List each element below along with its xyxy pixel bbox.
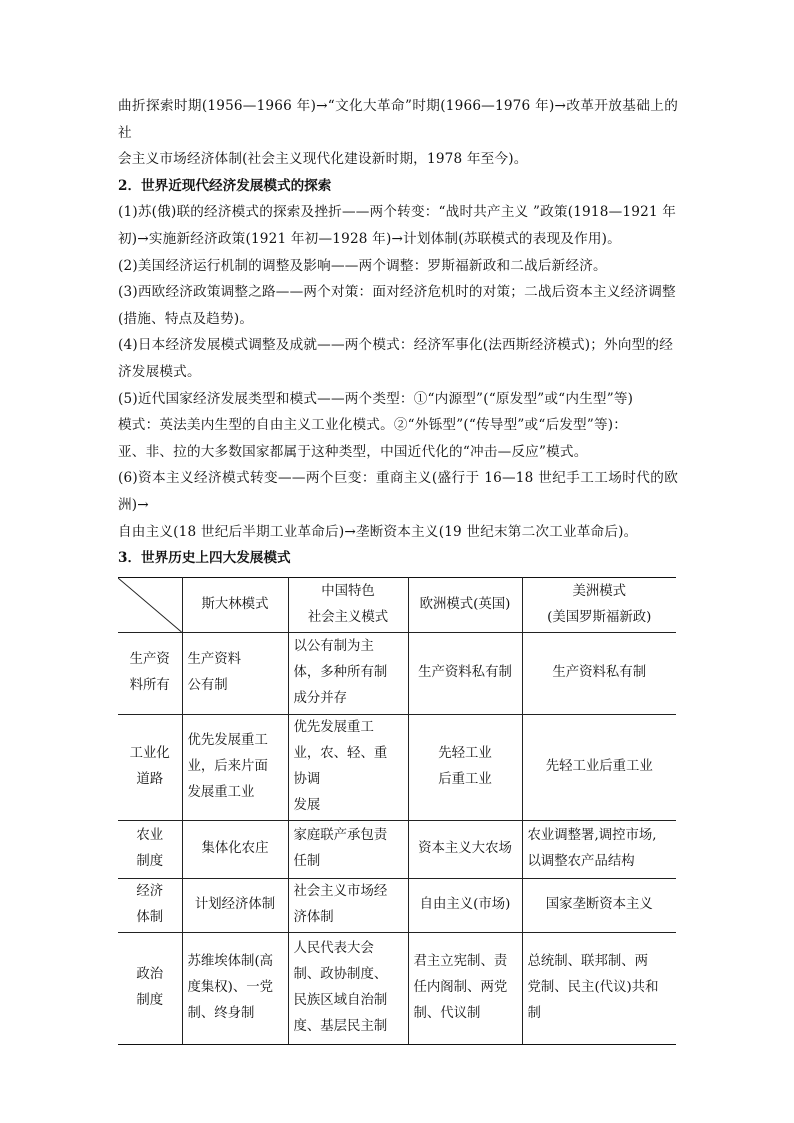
cell-stalin-agriculture: 集体化农庄 bbox=[182, 820, 288, 878]
table-header-row bbox=[118, 577, 676, 632]
s2-p2-line-1: (2)美国经济运行机制的调整及影响——两个调整：罗斯福新政和二战后新经济。 bbox=[118, 257, 607, 274]
cell-china-economy: 社会主义市场经 济体制 bbox=[288, 878, 408, 932]
development-models-table bbox=[118, 577, 676, 1045]
row-label-agriculture: 农业 制度 bbox=[118, 820, 182, 878]
s2-p6-line-1: (6)资本主义经济模式转变——两个巨变：重商主义(盛行于 16—18 世纪手工工场时代的欧洲)→ bbox=[118, 470, 678, 513]
section-3-heading: 3．世界历史上四大发展模式 bbox=[118, 550, 291, 567]
s2-p3-line-2: (措施、特点及趋势)。 bbox=[118, 310, 254, 327]
cell-europe-economy: 自由主义(市场) bbox=[408, 878, 522, 932]
header-china: 中国特色 社会主义模式 bbox=[288, 577, 408, 632]
s2-p1-line-2: 初)→实施新经济政策(1921 年初—1928 年)→计划体制(苏联模式的表现及作用)。 bbox=[118, 230, 621, 247]
s2-p1-line-1: (1)苏(俄)联的经济模式的探索及挫折——两个转变：“战时共产主义 ”政策(1918—1921 年 bbox=[118, 204, 677, 221]
cell-china-politics: 人民代表大会 制、政协制度、 民族区域自治制 度、基层民主制 bbox=[288, 932, 408, 1044]
s2-p4-line-2: 济发展模式。 bbox=[118, 363, 201, 380]
s2-p3-line-1: (3)西欧经济政策调整之路——两个对策：面对经济危机时的对策；二战后资本主义经济调整 bbox=[118, 284, 676, 301]
header-stalin: 斯大林模式 bbox=[182, 577, 288, 632]
diagonal-corner-cell bbox=[118, 577, 182, 632]
s2-p4-line-1: (4)日本经济发展模式调整及成就——两个模式：经济军事化(法西斯经济模式)；外向型的经 bbox=[118, 337, 674, 354]
cell-america-ownership: 生产资料私有制 bbox=[522, 632, 676, 714]
cell-america-agriculture: 农业调整署,调控市场, 以调整农产品结构 bbox=[522, 820, 676, 878]
cell-america-politics: 总统制、联邦制、两 党制、民主(代议)共和 制 bbox=[522, 932, 676, 1044]
cell-europe-politics: 君主立宪制、责 任内阁制、两党 制、代议制 bbox=[408, 932, 522, 1044]
cell-stalin-industrial: 优先发展重工 业，后来片面 发展重工业 bbox=[182, 714, 288, 820]
table-row bbox=[118, 820, 676, 878]
s2-p5-line-3: 亚、非、拉的大多数国家都属于这种类型，中国近代化的“冲击—反应”模式。 bbox=[118, 443, 588, 460]
cell-europe-industrial: 先轻工业 后重工业 bbox=[408, 714, 522, 820]
header-europe: 欧洲模式(英国) bbox=[408, 577, 522, 632]
row-label-ownership: 生产资 料所有 bbox=[118, 632, 182, 714]
row-label-industrial: 工业化 道路 bbox=[118, 714, 182, 820]
cell-china-ownership: 以公有制为主 体，多种所有制 成分并存 bbox=[288, 632, 408, 714]
intro-line-1: 曲折探索时期(1956—1966 年)→“文化大革命”时期(1966—1976 年)→改革开放基础上的社 bbox=[118, 98, 678, 141]
table-row bbox=[118, 714, 676, 820]
cell-stalin-politics: 苏维埃体制(高 度集权)、一党 制、终身制 bbox=[182, 932, 288, 1044]
intro-line-2: 会主义市场经济体制(社会主义现代化建设新时期，1978 年至今)。 bbox=[118, 151, 528, 168]
row-label-economy: 经济 体制 bbox=[118, 878, 182, 932]
header-america: 美洲模式 (美国罗斯福新政) bbox=[522, 577, 676, 632]
table-row bbox=[118, 932, 676, 1044]
table-row bbox=[118, 632, 676, 714]
cell-europe-agriculture: 资本主义大农场 bbox=[408, 820, 522, 878]
cell-stalin-ownership: 生产资料 公有制 bbox=[182, 632, 288, 714]
section-2-heading: 2．世界近现代经济发展模式的探索 bbox=[118, 177, 332, 194]
s2-p5-line-2: 模式：英法美内生型的自由主义工业化模式。②“外铄型”(“传导型”或“后发型”等)： bbox=[118, 417, 628, 434]
diagonal-line bbox=[118, 578, 182, 632]
cell-europe-ownership: 生产资料私有制 bbox=[408, 632, 522, 714]
cell-stalin-economy: 计划经济体制 bbox=[182, 878, 288, 932]
document-page bbox=[118, 93, 678, 1045]
row-label-politics: 政治 制度 bbox=[118, 932, 182, 1044]
cell-america-economy: 国家垄断资本主义 bbox=[522, 878, 676, 932]
cell-china-industrial: 优先发展重工 业，农、轻、重 协调 发展 bbox=[288, 714, 408, 820]
cell-america-industrial: 先轻工业后重工业 bbox=[522, 714, 676, 820]
s2-p6-line-2: 自由主义(18 世纪后半期工业革命后)→垄断资本主义(19 世纪末第二次工业革命后)。 bbox=[118, 523, 638, 540]
table-row bbox=[118, 878, 676, 932]
cell-china-agriculture: 家庭联产承包责 任制 bbox=[288, 820, 408, 878]
s2-p5-line-1: (5)近代国家经济发展类型和模式——两个类型：①“内源型”(“原发型”或“内生型”等) bbox=[118, 390, 634, 407]
